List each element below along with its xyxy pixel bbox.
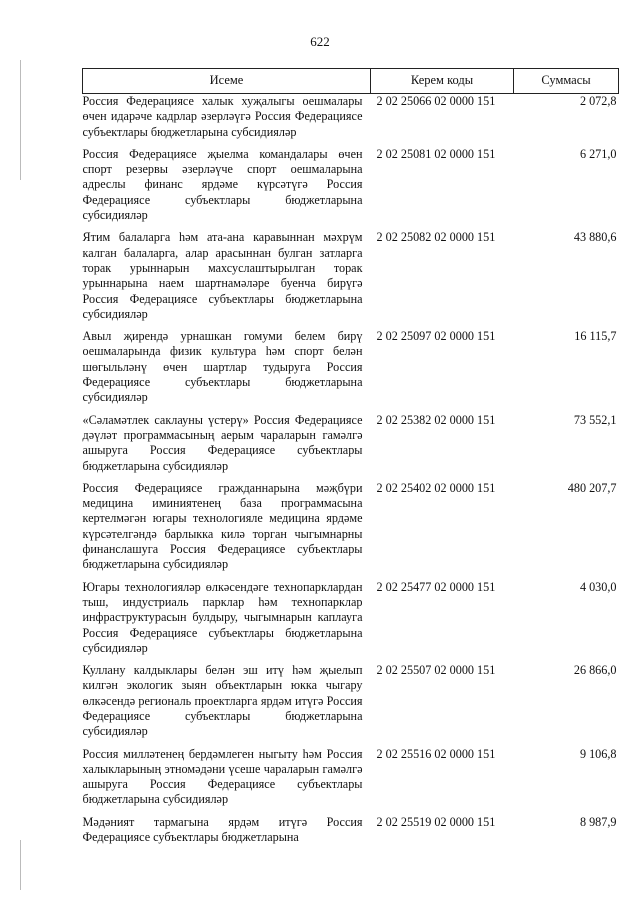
- row-code: 2 02 25082 02 0000 151: [376, 230, 496, 245]
- left-margin-mark: [20, 60, 21, 180]
- row-code: 2 02 25402 02 0000 151: [376, 480, 496, 495]
- row-code: 2 02 25507 02 0000 151: [376, 663, 496, 678]
- table-row: [83, 147, 619, 230]
- row-code: 2 02 25382 02 0000 151: [376, 412, 496, 427]
- table-row: [83, 747, 619, 815]
- header-sum: Суммасы: [514, 69, 619, 94]
- row-sum: 16 115,7: [574, 329, 617, 344]
- row-name: Россия Федерациясе гражданнарына мәҗбүри медицина иминиятенең база программасына кертелмәгән югары технологияле медицина ярдәме күрсәтелгәндә барлыкка килә торган чыгымнарны финанслашуга Россия Федерациясе субъектлары бюджетларына субсидияләр: [82, 480, 363, 572]
- row-sum: 480 207,7: [567, 480, 617, 495]
- row-name: Мәдәният тармагына ярдәм итүгә Россия Федерациясе субъектлары бюджетларына: [82, 814, 363, 845]
- row-name: Югары технологияләр өлкәсендәге технопарклардан тыш, индустриаль парклар һәм технопарклар инфраструктурасын булдыру, чыгымнарын каплауга Россия Федерациясе субъектлары бюджетларына субсидияләр: [82, 579, 363, 655]
- row-name: Куллану калдыклары белән эш итү һәм җыелып килгән экологик зыян объектларын юкка чыгару өлкәсендә региональ проектларга ярдәм итүгә Россия Федерациясе субъектлары бюджетларына субсидияләр: [82, 663, 363, 739]
- row-sum: 6 271,0: [579, 146, 617, 161]
- row-code: 2 02 25066 02 0000 151: [376, 94, 496, 108]
- page-number: 622: [310, 34, 330, 49]
- table-row: [83, 94, 619, 147]
- header-code: Керем коды: [371, 69, 514, 94]
- table-row: [83, 815, 619, 853]
- row-name: Ятим балаларга һәм ата-ана каравыннан мәхрүм калган балаларга, алар арасыннан булган затларга торак урыннарын махсуслаштырылган торак урыннарына наем шартнамәләре буенча бирүгә Россия Федерациясе субъектлары бюджетларына субсидияләр: [82, 230, 363, 321]
- row-code: 2 02 25081 02 0000 151: [376, 146, 496, 161]
- row-sum: 2 072,8: [579, 94, 617, 108]
- row-name: Россия милләтенең бердәмлеген ныгыту һәм Россия халыкларының этномәдәни үсеше чараларын гамәлгә ашыруга Россия Федерациясе субъектлары бюджетларына субсидияләр: [82, 746, 363, 807]
- row-name: «Сәламәтлек саклауны үстерү» Россия Федерациясе дәүләт программасының аерым чараларын гамәлгә ашыруга Россия Федерациясе субъектлары бюджетларына субсидияләр: [82, 412, 363, 473]
- left-margin-mark: [20, 840, 21, 890]
- row-sum: 4 030,0: [579, 579, 617, 594]
- row-name: Россия Федерациясе халык хуҗалыгы оешмалары өчен идарәче кадрлар әзерләүгә Россия Федерациясе субъектлары бюджетларына субсидияләр: [82, 94, 363, 139]
- row-sum: 26 866,0: [573, 663, 617, 678]
- budget-table: [82, 68, 619, 852]
- table-row: [83, 230, 619, 329]
- row-code: 2 02 25477 02 0000 151: [376, 579, 496, 594]
- row-name: Россия Федерациясе җыелма командалары өчен спорт резервы әзерләүче спорт оешмаларына адреслы финанс ярдәме күрсәтүгә Россия Федерациясе субъектлары бюджетларына субсидияләр: [82, 146, 363, 223]
- header-name: Исеме: [83, 69, 371, 94]
- row-name: Авыл җирендә урнашкан гомуми белем бирү оешмаларында физик культура һәм спорт белән шөгыльләнү өчен шартлар тудыруга Россия Федерациясе субъектлары бюджетларына субсидияләр: [82, 329, 363, 405]
- table-header-row: [83, 69, 619, 94]
- row-sum: 9 106,8: [579, 746, 617, 761]
- row-code: 2 02 25519 02 0000 151: [376, 814, 496, 829]
- row-sum: 73 552,1: [573, 412, 617, 427]
- row-code: 2 02 25097 02 0000 151: [376, 329, 496, 344]
- table-row: [83, 413, 619, 481]
- table-row: [83, 580, 619, 663]
- row-code: 2 02 25516 02 0000 151: [376, 746, 496, 761]
- row-sum: 8 987,9: [579, 814, 617, 829]
- row-sum: 43 880,6: [573, 230, 617, 245]
- table-row: [83, 329, 619, 412]
- table-row: [83, 481, 619, 580]
- table-row: [83, 663, 619, 746]
